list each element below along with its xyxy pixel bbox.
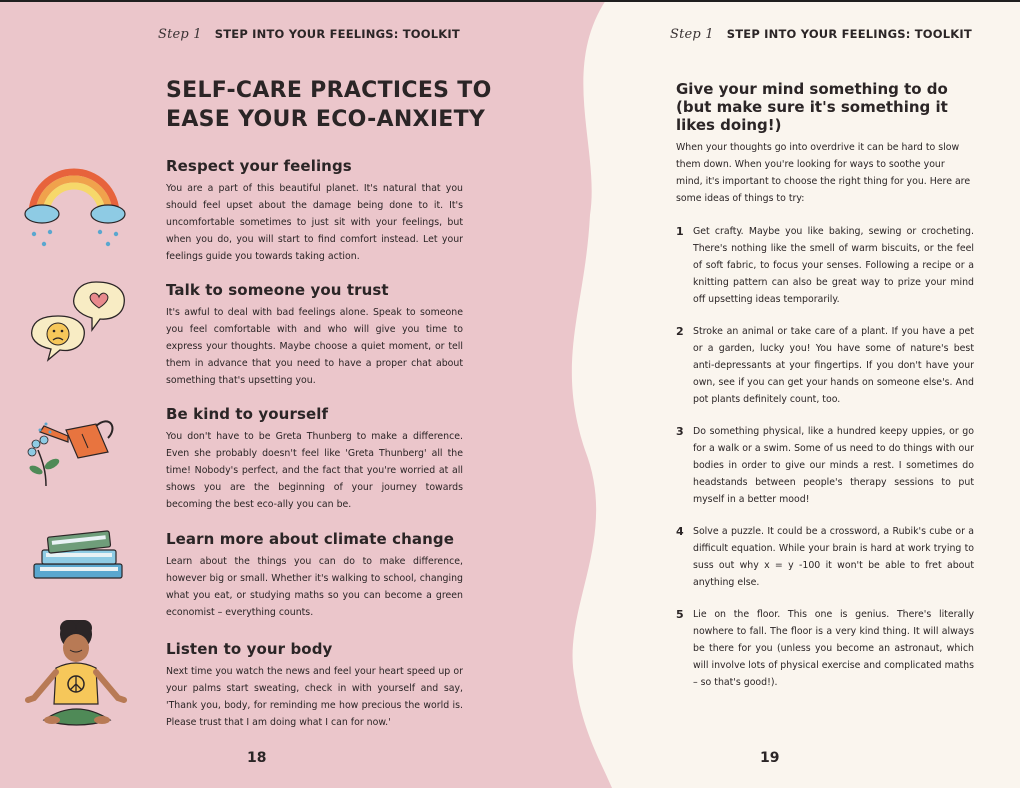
practice-heading: Be kind to yourself — [166, 405, 329, 423]
idea-item — [676, 606, 974, 691]
idea-number: 5 — [676, 608, 684, 621]
idea-number: 3 — [676, 425, 684, 438]
page-title-line-2: EASE YOUR ECO-ANXIETY — [166, 107, 486, 132]
idea-item — [676, 523, 974, 591]
idea-item — [676, 223, 974, 308]
watering-can-flower-icon — [24, 404, 116, 490]
page-number: 18 — [247, 750, 267, 766]
practice-body: Learn about the things you can do to make difference, however big or small. Whether it's walking to school, changing what you eat, or studying maths so you can become a green economist – everything counts. — [166, 556, 463, 618]
idea-item — [676, 323, 974, 408]
page-title — [166, 76, 496, 134]
rainbow-cloud-icon — [20, 162, 128, 254]
practice-heading: Talk to someone you trust — [166, 281, 389, 299]
idea-text: Get crafty. Maybe you like baking, sewing or crocheting. There's nothing like the smell of warm biscuits, or the feel of soft fabric, to focus your senses. Following a recipe or a knitting pattern can also be great way to prize your mind off upsetting ideas temporarily. — [693, 226, 974, 305]
practice-heading: Respect your feelings — [166, 157, 352, 175]
page-number: 19 — [760, 750, 780, 766]
practice-talk-to-someone — [166, 280, 463, 389]
intro-paragraph: When your thoughts go into overdrive it can be hard to slow them down. When you're looking for ways to soothe your mind, it's important to choose the right thing for you. Here are some ideas of things to try: — [676, 142, 971, 204]
speech-bubbles-icon — [26, 278, 130, 370]
step-label: Step 1 — [158, 27, 202, 42]
meditating-child-icon — [22, 620, 132, 732]
running-head-title: STEP INTO YOUR FEELINGS: TOOLKIT — [726, 27, 972, 41]
idea-text: Do something physical, like a hundred keepy uppies, or go for a walk or a swim. Some of us need to do things with our bodies in order to give our minds a rest. I sometimes do headstands between people's therapy sessions to put myself in a better mood! — [693, 426, 974, 505]
practice-body: You don't have to be Greta Thunberg to make a difference. Even she probably doesn't feel like 'Greta Thunberg' all the time! Nobody's perfect, and the fact that you're worried at all shows you are the beginning of your journey towards becoming the best eco-ally you can be. — [166, 431, 463, 510]
running-head — [670, 27, 972, 42]
right-page — [612, 0, 1020, 788]
practice-heading: Listen to your body — [166, 640, 333, 658]
idea-text: Stroke an animal or take care of a plant. If you have a pet or a garden, lucky you! You have some of nature's best anti-depressants at your fingertips. If you don't have your own, see if you can get your hands on someone else's. And pot plants definitely count, too. — [693, 326, 974, 405]
idea-number: 2 — [676, 325, 684, 338]
idea-item — [676, 423, 974, 508]
practice-heading: Learn more about climate change — [166, 530, 454, 548]
practice-learn-climate-change — [166, 529, 463, 621]
practice-respect-feelings — [166, 156, 463, 265]
practice-be-kind — [166, 404, 463, 513]
page-title-line-1: SELF-CARE PRACTICES TO — [166, 78, 492, 103]
running-head — [158, 27, 460, 42]
practice-body: It's awful to deal with bad feelings alone. Speak to someone you feel comfortable with and who will give you time to express your thoughts. Maybe choose a quiet moment, or tell them in advance that you need to have a proper chat about something that's upsetting you. — [166, 307, 463, 386]
idea-number: 1 — [676, 225, 684, 238]
step-label: Step 1 — [670, 27, 714, 42]
practice-body: You are a part of this beautiful planet. It's natural that you should feel upset about the damage being done to it. It's uncomfortable sometimes to just sit with your feelings, but when you do, you will start to find comfort instead. Let your feelings guide you towards taking action. — [166, 183, 463, 262]
ideas-column — [676, 80, 974, 706]
section-heading: Give your mind something to do (but make sure it's something it likes doing!) — [676, 80, 948, 134]
practice-body: Next time you watch the news and feel your heart speed up or your palms start sweating, check in with yourself and say, 'Thank you, body, for reminding me how precious the world is. Please trust that I am doing what I can for now.' — [166, 666, 463, 728]
idea-text: Lie on the floor. This one is genius. There's literally nowhere to fall. The floor is a very kind thing. It will always be there for you (unless you become an astronaut, which will involve lots of physical exercise and complicated maths – so that's good!). — [693, 609, 974, 688]
idea-text: Solve a puzzle. It could be a crossword, a Rubik's cube or a difficult equation. While your brain is hard at work trying to suss out why x = y -100 it won't be able to fret about anything else. — [693, 526, 974, 588]
practice-listen-to-body — [166, 639, 463, 731]
stack-of-books-icon — [30, 520, 126, 586]
idea-number: 4 — [676, 525, 684, 538]
running-head-title: STEP INTO YOUR FEELINGS: TOOLKIT — [214, 27, 460, 41]
